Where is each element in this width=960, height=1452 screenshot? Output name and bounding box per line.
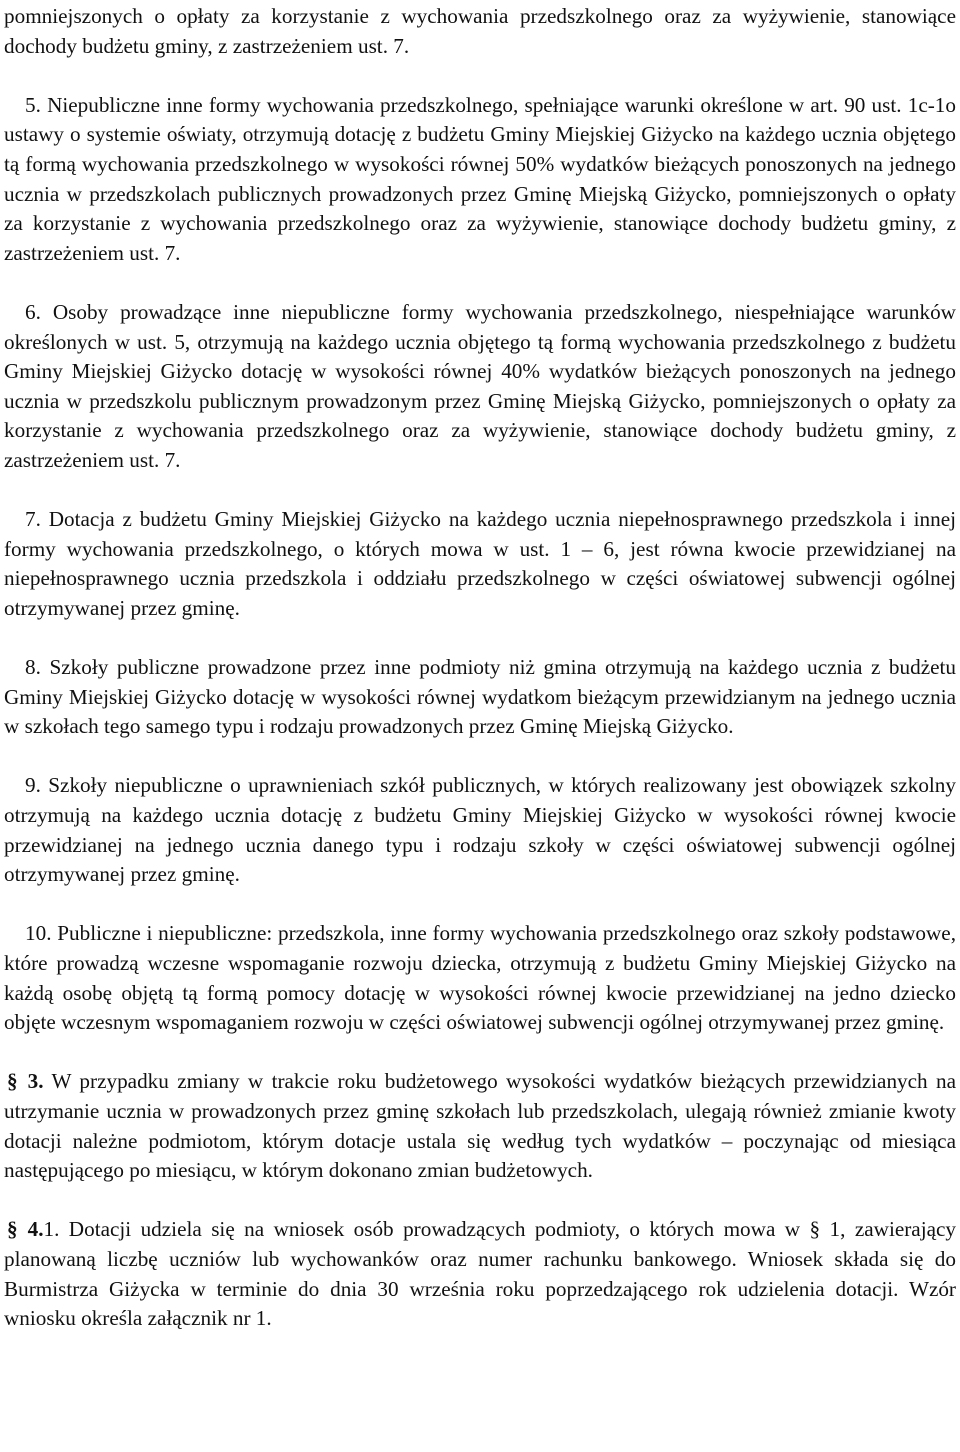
paragraph-gap bbox=[4, 890, 956, 920]
paragraph-6 bbox=[4, 298, 956, 476]
paragraph-gap bbox=[4, 61, 956, 91]
paragraph-text: pomniejszonych o opłaty za korzystanie z wychowania przedszkolnego oraz za wyżywienie, stanowiące dochody budżetu gminy, z zastrzeżeniem ust. 7. bbox=[4, 4, 956, 58]
paragraph-text: 6. Osoby prowadzące inne niepubliczne formy wychowania przedszkolnego, niespełniające warunków określonych w ust. 5, otrzymują na każdego ucznia objętego tą formą wychowania przedszkolnego z budżetu Gminy Miejskiej Giżycko dotację w wysokości równej 40% wydatków bieżących ponoszonych na jednego ucznia w przedszkolu publicznym prowadzonym przez Gminę Miejską Giżycko, pomniejszonych o opłaty za korzystanie z wychowania przedszkolnego oraz za wyżywienie, stanowiące dochody budżetu gminy, z zastrzeżeniem ust. 7. bbox=[4, 299, 956, 472]
paragraph-text: 5. Niepubliczne inne formy wychowania przedszkolnego, spełniające warunki określone w art. 90 ust. 1c-1o ustawy o systemie oświaty, otrzymują dotację z budżetu Gminy Miejskiej Giżycko na każdego ucznia objętego tą formą wychowania przedszkolnego w wysokości równej 50% wydatków bieżących ponoszonych na jednego ucznia w przedszkolach publicznych prowadzonych przez Gminę Miejską Giżycko, pomniejszonych o opłaty za korzystanie z wychowania przedszkolnego oraz za wyżywienie, stanowiące dochody budżetu gminy, z zastrzeżeniem ust. 7. bbox=[4, 92, 956, 265]
section-text: 1. Dotacji udziela się na wniosek osób prowadzących podmioty, o których mowa w § 1, zawierający planowaną liczbę uczniów lub wychowanków oraz numer rachunku bankowego. Wniosek składa się do Burmistrza Giżycka w terminie do dnia 30 września roku poprzedzającego rok udzielenia dotacji. Wzór wniosku określa załącznik nr 1. bbox=[4, 1217, 956, 1331]
section-number: 3. bbox=[27, 1069, 44, 1094]
section-3 bbox=[4, 1067, 956, 1185]
paragraph-10 bbox=[4, 919, 956, 1037]
section-text: W przypadku zmiany w trakcie roku budżetowego wysokości wydatków bieżących przewidzianych na utrzymanie ucznia w prowadzonych przez gminę szkołach lub przedszkolach, ulegają również zmianie kwoty dotacji należne podmiotom, którym dotacje ustala się według tych wydatków – poczynając od miesiąca następującego po miesiącu, w którym dokonano zmian budżetowych. bbox=[4, 1069, 956, 1183]
paragraph-5 bbox=[4, 91, 956, 269]
paragraph-8 bbox=[4, 653, 956, 742]
paragraph-text: 7. Dotacja z budżetu Gminy Miejskiej Giżycko na każdego ucznia niepełnosprawnego przedszkola i innej formy wychowania przedszkolnego, o których mowa w ust. 1 – 6, jest równa kwocie przewidzianej na niepełnosprawnego ucznia przedszkola i oddziału przedszkolnego w części oświatowej subwencji ogólnej otrzymywanej przez gminę. bbox=[4, 507, 956, 620]
paragraph-gap bbox=[4, 1038, 956, 1068]
paragraph-text: 10. Publiczne i niepubliczne: przedszkola, inne formy wychowania przedszkolnego oraz szkoły podstawowe, które prowadzą wczesne wspomaganie rozwoju dziecka, otrzymują z budżetu Gminy Miejskiej Giżycko na każdą osobę objętą tą formą pomocy dotację w wysokości równej kwocie przewidzianej na jedno dziecko objęte wczesnym wspomaganiem rozwoju w części oświatowej subwencji ogólnej otrzymywanej przez gminę. bbox=[4, 921, 956, 1035]
section-number: 4. bbox=[27, 1217, 44, 1242]
paragraph-gap bbox=[4, 268, 956, 298]
paragraph-continuation bbox=[4, 2, 956, 61]
section-sign: § bbox=[7, 1069, 18, 1094]
paragraph-gap bbox=[4, 476, 956, 506]
paragraph-9 bbox=[4, 771, 956, 889]
section-4 bbox=[4, 1215, 956, 1333]
paragraph-gap bbox=[4, 1186, 956, 1216]
section-sign: § bbox=[7, 1217, 18, 1242]
paragraph-7 bbox=[4, 505, 956, 623]
paragraph-gap bbox=[4, 623, 956, 653]
paragraph-text: 9. Szkoły niepubliczne o uprawnieniach szkół publicznych, w których realizowany jest obowiązek szkolny otrzymują na każdego ucznia dotację z budżetu Gminy Miejskiej Giżycko w wysokości równej kwocie przewidzianej na jednego ucznia danego typu i rodzaju szkoły w części oświatowej subwencji ogólnej otrzymywanej przez gminę. bbox=[4, 773, 956, 887]
paragraph-text: 8. Szkoły publiczne prowadzone przez inne podmioty niż gmina otrzymują na każdego ucznia z budżetu Gminy Miejskiej Giżycko dotację w wysokości równej wydatkom bieżącym przewidzianym na jednego ucznia w szkołach tego samego typu i rodzaju prowadzonych przez Gminę Miejską Giżycko. bbox=[4, 655, 956, 739]
paragraph-gap bbox=[4, 742, 956, 772]
